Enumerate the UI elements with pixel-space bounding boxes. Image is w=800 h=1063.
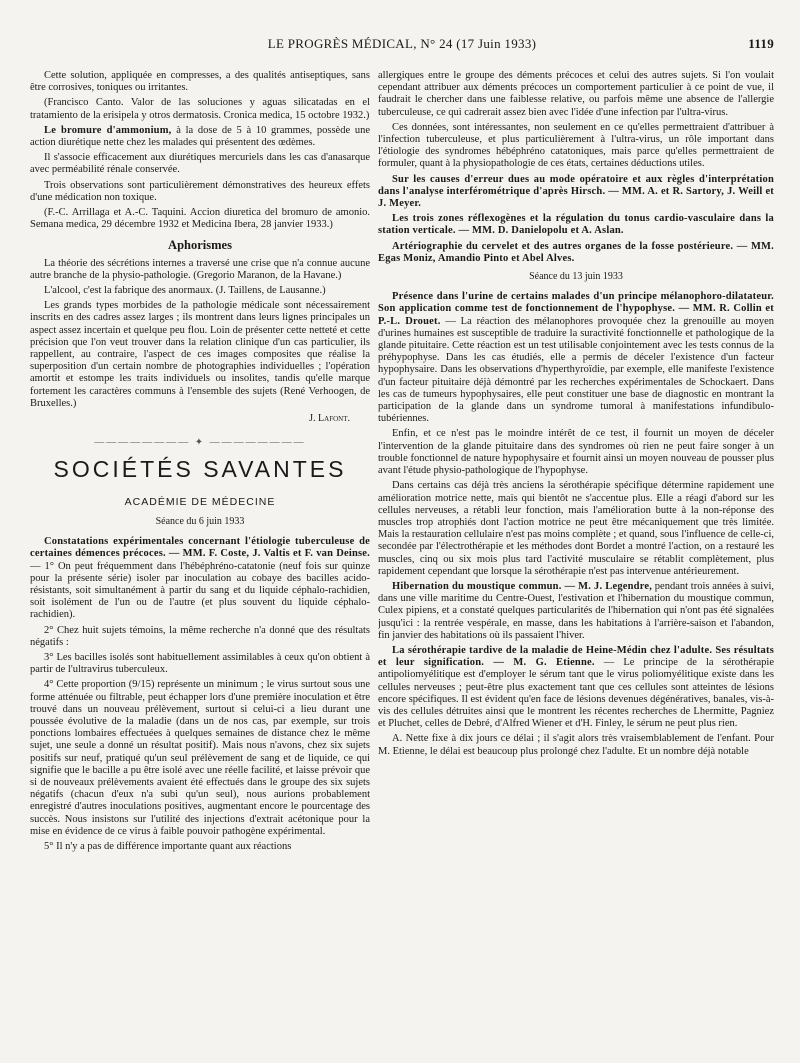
paragraph: Trois observations sont particulièrement démonstratives des heureux effets d'une médication non toxique. bbox=[30, 179, 370, 203]
paragraph: 4° Cette proportion (9/15) représente un minimum ; le virus surtout sous une forme atténuée ou filtrable, peut échapper lors d'une première inoculation et être trouvé dans un nouveau prélèvement, surtout si celui-ci a lieu durant une poussée évolutive de la maladie (dans un de nos cas, par exemple, sur trois ponctions lombaires effectuées à quelques semaines de distance chez le même sujet, une seule a donné un résultat positif). Mais nous n'avons, chez six sujets positifs sur neuf, pratiqué qu'un seul prélèvement de sang et de liquide, ce qui signifie que le bacille a pu être isolé avec une réelle facilité, et laisse prévoir que si de nouveaux prélèvements avaient été effectués dans le groupe des six sujets négatifs (chacun d'eux n'a subi qu'un seul), nous aurions probablement enregistré d'autres inoculations positives, augmentant encore le pourcentage des succès. Nous insistons sur l'utilité des injections d'extrait acétonique pour la mise en évidence de ce virus à faible pouvoir pathogène expérimental. bbox=[30, 679, 370, 837]
paragraph: 2° Chez huit sujets témoins, la même recherche n'a donné que des résultats négatifs : bbox=[30, 624, 370, 648]
entry-lead: La sérothérapie tardive de la maladie de Heine-Médin chez l'adulte. Ses résultats et leur signification. — M. G. Etienne. bbox=[378, 644, 774, 669]
entry-lead: Présence dans l'urine de certains malades d'un principe mélanophoro-dilatateur. Son application comme test de fonctionnement de l'hypophyse. — MM. R. Collin et P.-L. Drouet. bbox=[378, 291, 774, 327]
paragraph bbox=[378, 581, 774, 642]
aphorism: Les grands types morbides de la pathologie médicale sont nécessairement inscrits en des cadres assez larges ; ils montrent dans leurs lignes principales un aspect assez incertain et quelque peu flou. Loin de présenter cette netteté et cette précision que l'on veut trouver dans la relation clinique d'un cas particulier, ils rappellent, au contraire, l'aspect de ces images composites que réalise la superposition d'un certain nombre de photographies individuelles ; l'opération amortit et estompe les traits individuels ou insolites, tandis qu'elle marque fortement les caractères communs à l'ensemble des sujets (René Verhoogen, de Bruxelles.) bbox=[30, 300, 370, 409]
aphorism: L'alcool, c'est la fabrique des anormaux. (J. Taillens, de Lausanne.) bbox=[44, 285, 326, 297]
communication-title: Les trois zones réflexogènes et la régulation du tonus cardio-vasculaire dans la station verticale. — MM. D. Danielopolu et A. Aslan. bbox=[378, 213, 774, 237]
paragraph: 5° Il n'y a pas de différence importante quant aux réactions bbox=[44, 840, 292, 852]
reference: (F.-C. Arrillaga et A.-C. Taquini. Accion diuretica del bromuro de amonio. Semana medica, 29 décembre 1932 et Medicina Ibera, 28 janvier 1933.) bbox=[30, 207, 370, 231]
academy-heading: ACADÉMIE DE MÉDECINE bbox=[124, 495, 276, 508]
paragraph: A. Nette fixe à dix jours ce délai ; il s'agit alors très vraisemblablement de l'enfant. Pour M. Etienne, le délai est beaucoup plus prolongé chez l'adulte. Et un nombre déjà notable bbox=[378, 733, 774, 757]
reference: (Francisco Canto. Valor de las soluciones y aguas silicatadas en el tratamiento de la erisipela y otros dermatosis. Cronica medica, 15 octobre 1932.) bbox=[30, 97, 370, 121]
paragraph: Il s'associe efficacement aux diurétiques mercuriels dans les cas d'anasarque avec perméabilité rénale conservée. bbox=[30, 152, 370, 176]
entry-text: — La réaction des mélanophores provoquée chez la grenouille au moyen d'urines humaines est susceptible de traduire la suractivité fonctionnelle et pathologique de la glande pituitaire. Cette réaction est un test utilisable conjointement avec les tests connus de la préhypophyse. Dans les cas étudiés, elle a permis de déceler l'existence d'un facteur hypophysaire. Dans les observations d'hyperthyroïdie, par exemple, elle manifeste l'existence d'un facteur pituitaire déjà démontré par les recherches expérimentales de Schockaert. Dans les cas de tumeurs hypophysaires, elle peut constituer une base de diagnostic en montrant la participation de la glande dans un syndrome tumoral à manifestations infundibulo-tubériennes. bbox=[378, 315, 774, 425]
section-heading-aphorismes: Aphorismes bbox=[168, 238, 232, 253]
author-signature: J. Lafont. bbox=[309, 413, 350, 425]
entry-text: à la dose de 5 à 10 grammes, possède une action diurétique nette chez les malades qui présentent des œdèmes. bbox=[30, 124, 370, 149]
paragraph bbox=[30, 125, 370, 149]
communication-title: Sur les causes d'erreur dues au mode opératoire et aux règles d'interprétation dans l'analyse interférométrique d'après Hirsch. — MM. A. et R. Sartory, J. Weill et J. Meyer. bbox=[378, 173, 774, 210]
paragraph: Dans certains cas déjà très anciens la sérothérapie spécifique détermine rapidement une amélioration motrice nette, mais qui bientôt ne s'accentue plus. Elle a réagi d'abord sur les cellules nerveuses, a rétabli leur fonction, mais l'amélioration butte à la non-réponse des muscles trop atrophiés dont l'action motrice ne peut être mécaniquement que très limitée. Mais la restauration cellulaire n'est pas moins complète ; et quand, sous l'influence de celle-ci, secondée par l'électrothérapie et les méthodes dont Bordet a montré l'action, on a restauré les muscles, cinq ou six mois plus tard l'activité musculaire se rétablit complètement, plus rapidement cependant que lorsque la sérothérapie n'est pas intervenue antérieurement. bbox=[378, 480, 774, 577]
page-number: 1119 bbox=[748, 36, 774, 51]
paragraph bbox=[378, 291, 774, 425]
paragraph: Cette solution, appliquée en compresses, a des qualités antiseptiques, sans être corrosives, toniques ou irritantes. bbox=[30, 70, 370, 94]
entry-text: pendant trois années à suivi, dans une ville maritime du Centre-Ouest, l'estivation et l'hibernation du moustique commun, Culex pipiens, et a constaté quelques particularités de l'hibernation qui n'ont pas été signalées jusqu'ici : la rentrée vespérale, en masse, dans les habitations à l'arrière-saison et l'abandon, fin janvier des habitations où ils passaient l'hiver. bbox=[378, 580, 774, 641]
aphorism: La théorie des sécrétions internes a traversé une crise que n'a connue aucune autre branche de la physio-pathologie. (Gregorio Maranon, de la Havane.) bbox=[30, 257, 370, 281]
entry-lead: Constatations expérimentales concernant l'étiologie tuberculeuse de certaines démences précoces. — MM. F. Coste, J. Valtis et F. van Deinse. bbox=[30, 536, 370, 560]
paragraph: Enfin, et ce n'est pas le moindre intérêt de ce test, il fournit un moyen de déceler l'intervention de la glande pituitaire dans des syndromes où rien ne peut faire songer à un trouble fonctionnel de nature hypophysaire et fournit ainsi un moyen nouveau de pousser plus avant l'étude physio-pathologique de l'hypophyse. bbox=[378, 428, 774, 477]
entry-lead: Hibernation du moustique commun. — M. J. Legendre, bbox=[392, 580, 653, 592]
entry-text: — 1° On peut fréquemment dans l'hébéphréno-catatonie (neuf fois sur quinze pour la présente série) isoler par inoculation au cobaye des bacilles acido-résistants, soit simultanément à partir du sang et du liquide céphalo-rachidien, soit isolément de l'un ou de l'autre (et plus souvent du liquide céphalo-rachidien). bbox=[30, 560, 370, 621]
entry-lead: Le bromure d'ammonium, bbox=[44, 124, 172, 136]
communication-title: Artériographie du cervelet et des autres organes de la fosse postérieure. — MM. Egas Moniz, Amandio Pinto et Abel Alves. bbox=[378, 240, 774, 264]
section-title-societes-savantes: SOCIÉTÉS SAVANTES bbox=[53, 456, 347, 483]
two-column-body bbox=[30, 70, 774, 1059]
right-column bbox=[378, 70, 774, 1059]
entry-text: — Le principe de la sérothérapie antipoliomyélitique est d'employer le sérum tant que le virus poliomyélitique existe dans les cellules nerveuses ; peut-être plus exactement tant que ces cellules sont atteintes de lésions encore spécifiques. Il est évident qu'en face de lésions devenues dégénératives, banales, vis-à-vis des cellules détruites ainsi que le montrent les récentes recherches de Lhermitte, Pagniez et Pluchet, celles de Debré, d'Alfred Wiener et d'H. Finley, le sérum ne peut plus rien. bbox=[378, 657, 774, 730]
session-date: Séance du 13 juin 1933 bbox=[529, 271, 623, 283]
paragraph bbox=[378, 645, 774, 730]
paragraph: Ces données, sont intéressantes, non seulement en ce qu'elles permettraient d'attribuer à l'infection tuberculeuse, et plus particulièrement à l'ultra-virus, un rôle important dans l'étiologie des syndromes hébéphréno catatoniques, mais parce qu'elles permettraient de formuler, quant à la physiopathologie de ces états, certaines déductions utiles. bbox=[378, 121, 774, 170]
running-header bbox=[30, 36, 774, 52]
ornamental-divider: ———————— ✦ ———————— bbox=[94, 437, 306, 449]
session-date: Séance du 6 juin 1933 bbox=[155, 515, 245, 527]
left-column bbox=[30, 70, 370, 1059]
journal-title: LE PROGRÈS MÉDICAL, N° 24 (17 Juin 1933) bbox=[267, 36, 537, 51]
paragraph: 3° Les bacilles isolés sont habituellement assimilables à ceux qu'on obtient à partir de l'ultravirus tuberculeux. bbox=[30, 651, 370, 676]
paragraph: allergiques entre le groupe des déments précoces et celui des autres sujets. Si l'on voulait cependant attribuer aux déments précoces un comportement particulier à ce point de vue, il faudrait le chercher dans une faiblesse relative, ou parfois même une absence de l'allergie tuberculeuse, ce qui cadrerait assez bien avec l'idée d'une infection par l'ultra-virus. bbox=[378, 70, 774, 118]
paragraph bbox=[30, 536, 370, 621]
